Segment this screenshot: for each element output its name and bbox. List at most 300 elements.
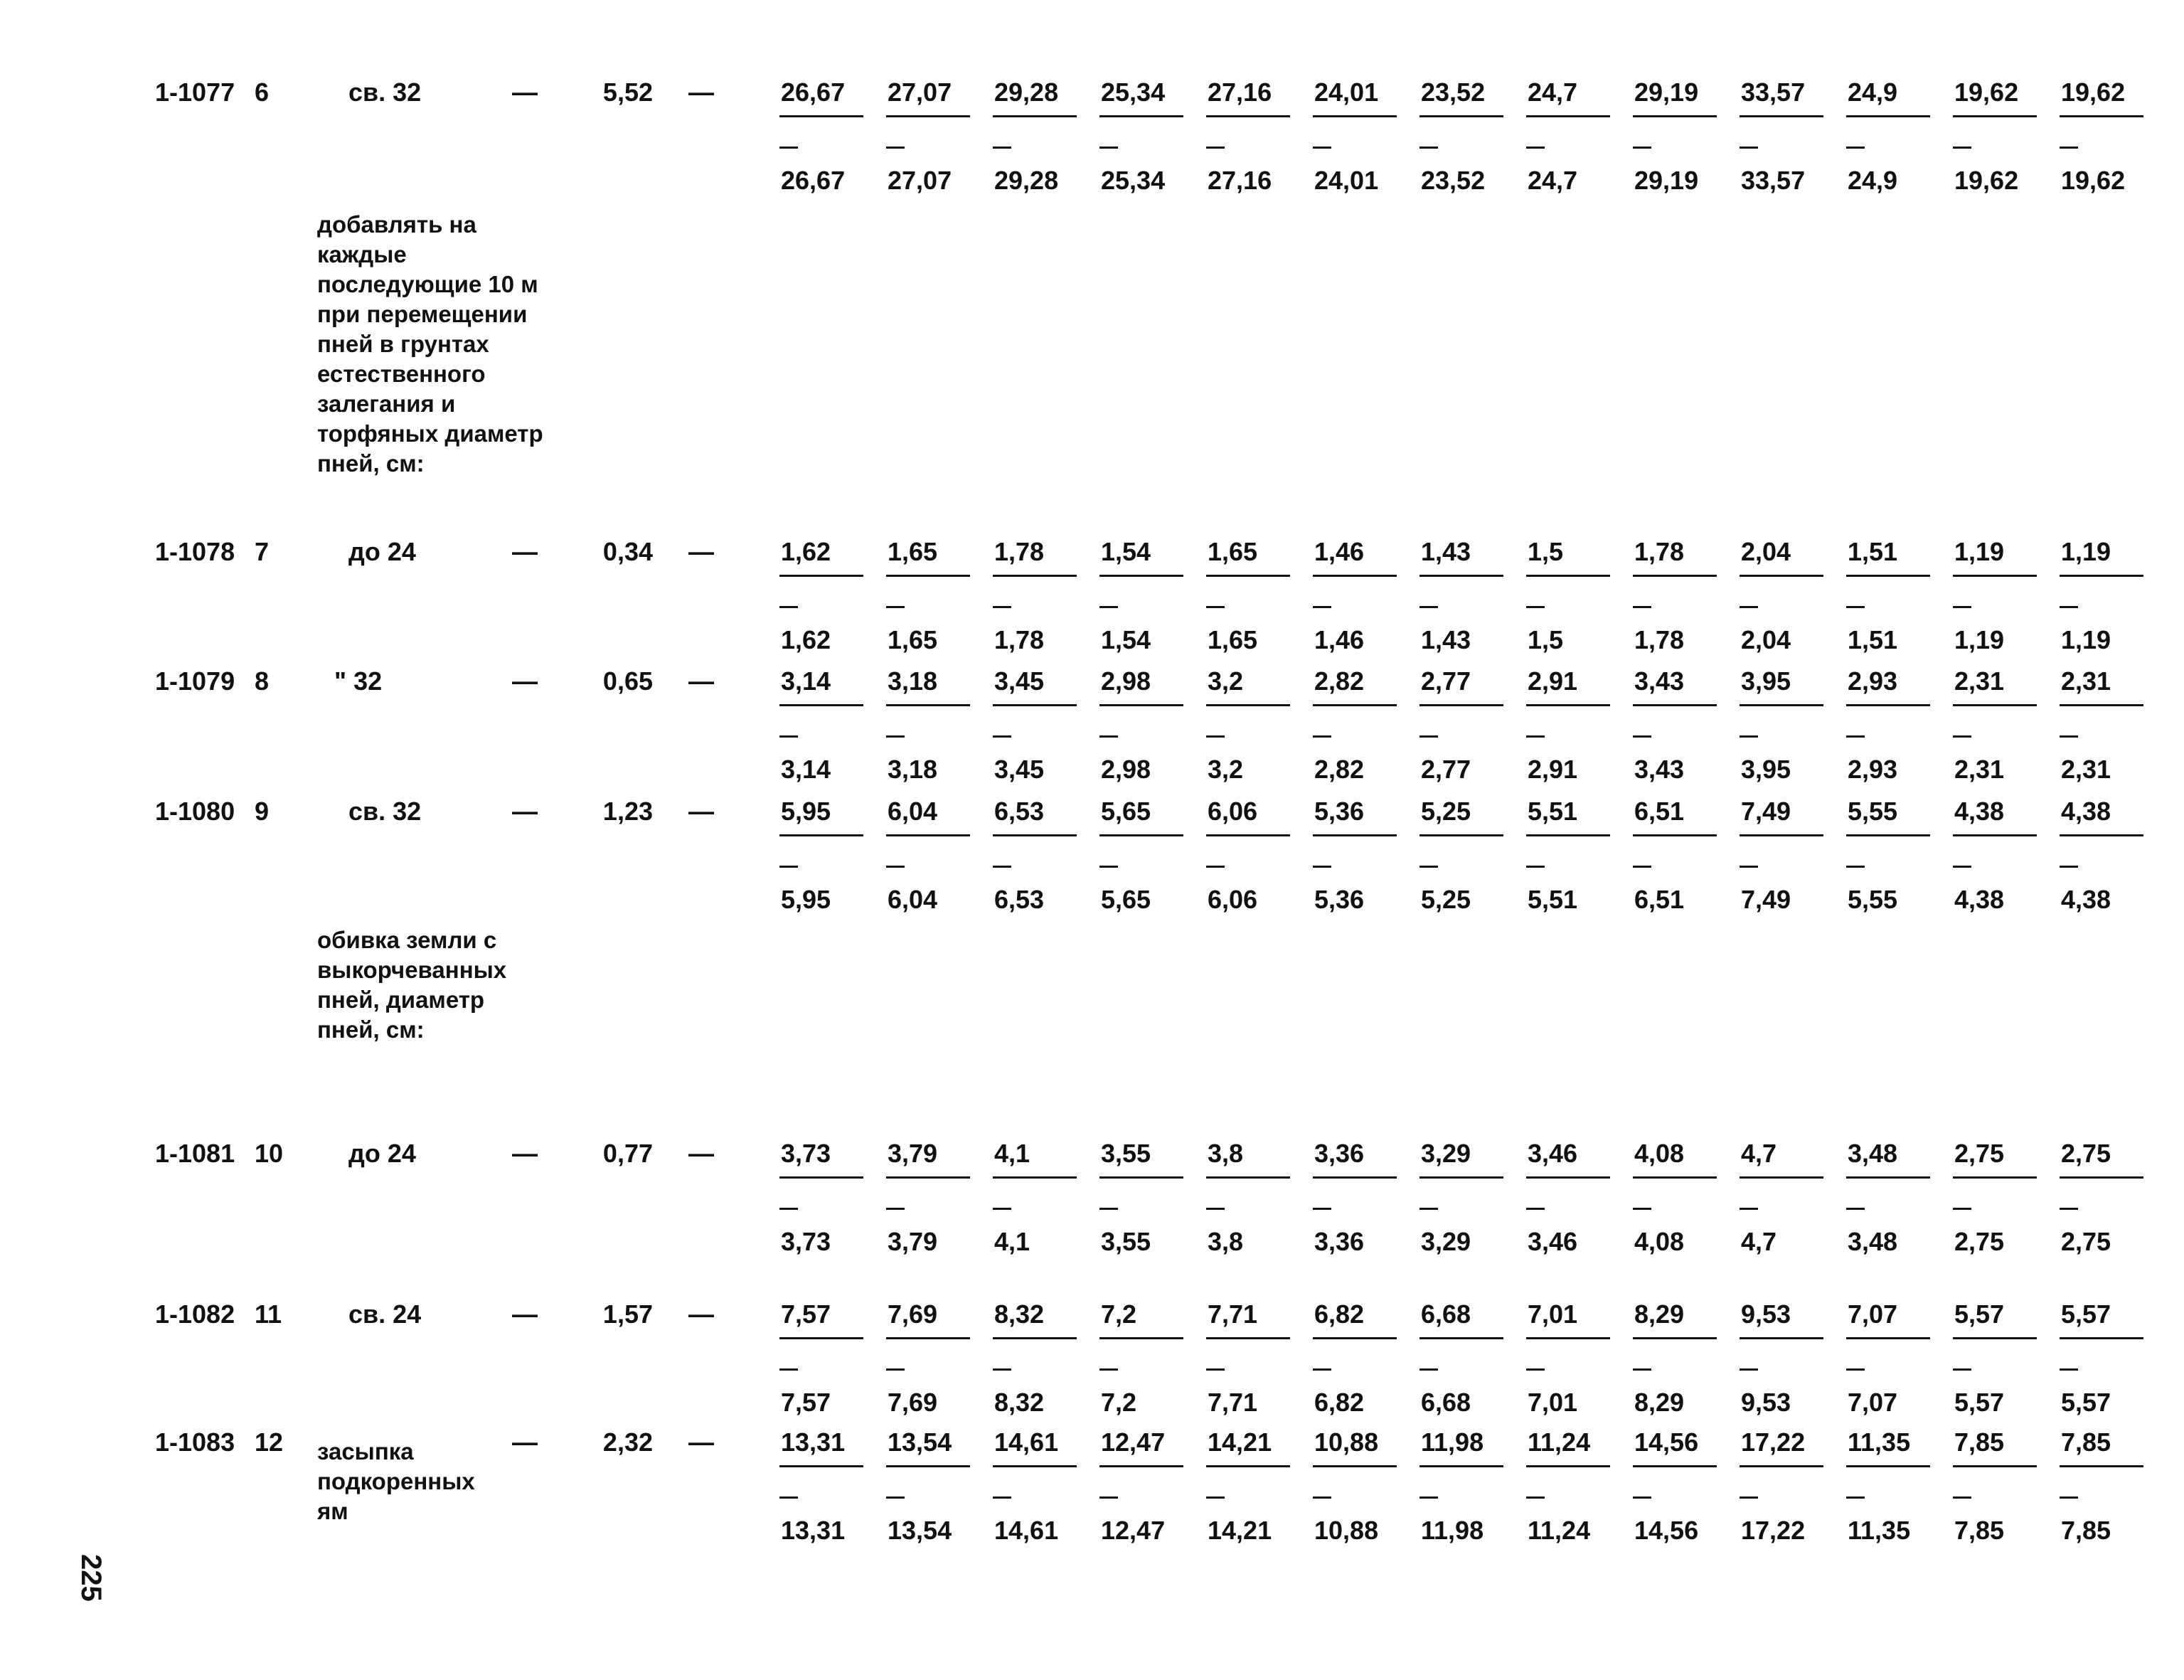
fraction-denominator: 2,75: [1954, 1227, 2005, 1256]
fraction-denominator: 3,79: [888, 1227, 938, 1256]
fraction-numerator: 1,51: [1848, 537, 1898, 566]
fraction-bar: [1419, 1465, 1503, 1467]
row-name: св. 32: [348, 797, 422, 826]
fraction-dash: [2060, 1368, 2078, 1371]
fraction-dash: [1419, 1208, 1438, 1210]
fraction-numerator: 8,29: [1634, 1299, 1685, 1329]
fraction-dash: [1313, 147, 1331, 149]
fraction-bar: [886, 1176, 970, 1179]
fraction-denominator: 26,67: [781, 166, 846, 195]
fraction-numerator: 7,2: [1101, 1299, 1137, 1329]
fraction-denominator: 3,46: [1528, 1227, 1578, 1256]
fraction-numerator: 1,62: [781, 537, 831, 566]
fraction-bar: [1526, 575, 1610, 577]
fraction-denominator: 3,43: [1634, 755, 1685, 784]
fraction-numerator: 3,18: [888, 666, 938, 696]
fraction-bar: [1206, 1176, 1290, 1179]
fraction-bar: [1740, 115, 1823, 117]
fraction-bar: [1419, 575, 1503, 577]
fraction-bar: [2060, 115, 2143, 117]
fraction-numerator: 24,7: [1528, 78, 1578, 107]
fraction-bar: [1313, 575, 1397, 577]
fraction-denominator: 14,61: [994, 1516, 1059, 1545]
fraction-denominator: 1,65: [888, 625, 938, 654]
fraction-dash: [1099, 735, 1118, 738]
fraction-numerator: 5,65: [1101, 797, 1151, 826]
fraction-dash: [886, 147, 905, 149]
fraction-numerator: 7,49: [1741, 797, 1791, 826]
fraction-denominator: 27,16: [1208, 166, 1272, 195]
fraction-bar: [1953, 704, 2037, 706]
row-norm: 1,23: [602, 797, 653, 826]
fraction-dash: [1099, 1368, 1118, 1371]
row-dash: —: [688, 797, 714, 826]
fraction-numerator: 2,77: [1421, 666, 1471, 696]
fraction-dash: [779, 1496, 798, 1499]
fraction-dash: [1419, 606, 1438, 608]
fraction-numerator: 4,1: [994, 1139, 1030, 1168]
fraction-dash: [1526, 1496, 1545, 1499]
fraction-denominator: 7,2: [1101, 1388, 1137, 1417]
fraction-numerator: 3,36: [1314, 1139, 1365, 1168]
fraction-bar: [779, 1337, 863, 1339]
fraction-dash: [1740, 147, 1758, 149]
fraction-bar: [779, 1465, 863, 1467]
fraction-bar: [1313, 834, 1397, 836]
fraction-dash: [1953, 735, 1971, 738]
fraction-bar: [1206, 115, 1290, 117]
fraction-dash: [993, 1496, 1011, 1499]
fraction-bar: [1846, 834, 1930, 836]
fraction-numerator: 6,04: [888, 797, 938, 826]
fraction-dash: [1526, 606, 1545, 608]
fraction-denominator: 8,32: [994, 1388, 1045, 1417]
row-code: 1-1081: [155, 1139, 235, 1168]
fraction-numerator: 3,95: [1741, 666, 1791, 696]
fraction-denominator: 8,29: [1634, 1388, 1685, 1417]
fraction-denominator: 5,51: [1528, 885, 1578, 914]
fraction-denominator: 29,28: [994, 166, 1059, 195]
fraction-denominator: 11,24: [1528, 1516, 1591, 1545]
fraction-numerator: 2,82: [1314, 666, 1365, 696]
fraction-denominator: 6,53: [994, 885, 1045, 914]
fraction-bar: [1313, 115, 1397, 117]
fraction-numerator: 5,25: [1421, 797, 1471, 826]
fraction-bar: [1633, 115, 1717, 117]
fraction-denominator: 1,46: [1314, 625, 1365, 654]
row-name: до 24: [348, 1139, 416, 1168]
fraction-numerator: 7,85: [2061, 1428, 2111, 1457]
fraction-bar: [1953, 1337, 2037, 1339]
fraction-numerator: 2,93: [1848, 666, 1898, 696]
fraction-denominator: 5,57: [1954, 1388, 2005, 1417]
fraction-denominator: 1,78: [994, 625, 1045, 654]
row-dash: —: [512, 1139, 538, 1168]
fraction-numerator: 1,43: [1421, 537, 1471, 566]
row-dash: —: [512, 1428, 538, 1457]
fraction-denominator: 3,14: [781, 755, 831, 784]
fraction-denominator: 11,35: [1848, 1516, 1911, 1545]
fraction-bar: [1846, 1176, 1930, 1179]
fraction-bar: [1526, 834, 1610, 836]
fraction-bar: [1846, 704, 1930, 706]
fraction-dash: [1846, 147, 1865, 149]
fraction-dash: [1633, 1368, 1651, 1371]
fraction-numerator: 3,73: [781, 1139, 831, 1168]
fraction-dash: [1740, 735, 1758, 738]
fraction-denominator: 23,52: [1421, 166, 1486, 195]
fraction-numerator: 2,31: [1954, 666, 2005, 696]
fraction-dash: [886, 1368, 905, 1371]
fraction-dash: [1526, 735, 1545, 738]
fraction-denominator: 12,47: [1101, 1516, 1166, 1545]
fraction-denominator: 3,95: [1741, 755, 1791, 784]
fraction-numerator: 1,78: [1634, 537, 1685, 566]
fraction-denominator: 3,45: [994, 755, 1045, 784]
fraction-bar: [1206, 575, 1290, 577]
fraction-bar: [1740, 1337, 1823, 1339]
fraction-denominator: 3,73: [781, 1227, 831, 1256]
row-number: 6: [255, 78, 270, 107]
fraction-bar: [993, 115, 1077, 117]
fraction-dash: [1846, 866, 1865, 868]
fraction-denominator: 17,22: [1741, 1516, 1806, 1545]
fraction-numerator: 2,75: [2061, 1139, 2111, 1168]
fraction-numerator: 4,08: [1634, 1139, 1685, 1168]
fraction-dash: [1206, 866, 1225, 868]
fraction-denominator: 14,21: [1208, 1516, 1272, 1545]
fraction-numerator: 7,07: [1848, 1299, 1898, 1329]
fraction-bar: [993, 1465, 1077, 1467]
fraction-numerator: 7,85: [1954, 1428, 2005, 1457]
fraction-dash: [993, 1208, 1011, 1210]
fraction-numerator: 4,7: [1741, 1139, 1777, 1168]
fraction-denominator: 6,51: [1634, 885, 1685, 914]
fraction-numerator: 6,51: [1634, 797, 1685, 826]
fraction-denominator: 2,75: [2061, 1227, 2111, 1256]
fraction-dash: [1953, 866, 1971, 868]
fraction-bar: [1846, 1465, 1930, 1467]
fraction-dash: [779, 147, 798, 149]
row-dash: —: [512, 78, 538, 107]
fraction-denominator: 24,9: [1848, 166, 1898, 195]
fraction-dash: [779, 735, 798, 738]
fraction-bar: [1526, 1176, 1610, 1179]
fraction-bar: [1953, 115, 2037, 117]
fraction-bar: [886, 834, 970, 836]
row-number: 8: [255, 666, 270, 696]
fraction-bar: [886, 1337, 970, 1339]
fraction-dash: [1953, 606, 1971, 608]
fraction-bar: [1633, 1337, 1717, 1339]
fraction-dash: [1419, 866, 1438, 868]
fraction-bar: [1846, 1337, 1930, 1339]
fraction-dash: [1740, 1496, 1758, 1499]
fraction-denominator: 6,04: [888, 885, 938, 914]
fraction-bar: [1740, 575, 1823, 577]
fraction-numerator: 1,19: [1954, 537, 2005, 566]
fraction-denominator: 6,06: [1208, 885, 1258, 914]
fraction-bar: [1313, 1465, 1397, 1467]
fraction-numerator: 12,47: [1101, 1428, 1166, 1457]
fraction-denominator: 4,08: [1634, 1227, 1685, 1256]
fraction-dash: [1099, 1208, 1118, 1210]
fraction-bar: [1633, 575, 1717, 577]
fraction-numerator: 24,01: [1314, 78, 1379, 107]
fraction-numerator: 1,54: [1101, 537, 1151, 566]
fraction-numerator: 24,9: [1848, 78, 1898, 107]
row-norm: 2,32: [602, 1428, 653, 1457]
fraction-numerator: 2,98: [1101, 666, 1151, 696]
fraction-denominator: 6,82: [1314, 1388, 1365, 1417]
fraction-denominator: 1,43: [1421, 625, 1471, 654]
fraction-bar: [2060, 575, 2143, 577]
fraction-numerator: 7,71: [1208, 1299, 1258, 1329]
row-dash: —: [688, 78, 714, 107]
fraction-dash: [779, 606, 798, 608]
fraction-dash: [1526, 1208, 1545, 1210]
fraction-numerator: 1,46: [1314, 537, 1365, 566]
row-name: засыпка подкоренных ям: [317, 1438, 475, 1524]
fraction-denominator: 1,62: [781, 625, 831, 654]
fraction-bar: [1953, 1176, 2037, 1179]
fraction-denominator: 5,57: [2061, 1388, 2111, 1417]
fraction-denominator: 4,7: [1741, 1227, 1777, 1256]
fraction-bar: [993, 834, 1077, 836]
fraction-dash: [779, 866, 798, 868]
fraction-dash: [1206, 1208, 1225, 1210]
fraction-numerator: 1,78: [994, 537, 1045, 566]
fraction-numerator: 25,34: [1101, 78, 1166, 107]
fraction-dash: [886, 1496, 905, 1499]
fraction-bar: [1099, 575, 1183, 577]
fraction-bar: [779, 704, 863, 706]
row-norm: 0,77: [602, 1139, 653, 1168]
fraction-bar: [1740, 834, 1823, 836]
row-code: 1-1077: [155, 78, 235, 107]
fraction-bar: [1313, 704, 1397, 706]
fraction-dash: [1633, 1208, 1651, 1210]
fraction-bar: [1099, 1465, 1183, 1467]
fraction-numerator: 29,19: [1634, 78, 1699, 107]
fraction-denominator: 4,1: [994, 1227, 1030, 1256]
fraction-dash: [1953, 1208, 1971, 1210]
fraction-bar: [1099, 115, 1183, 117]
fraction-numerator: 19,62: [2061, 78, 2126, 107]
fraction-denominator: 4,38: [1954, 885, 2005, 914]
row-code: 1-1083: [155, 1428, 235, 1457]
fraction-denominator: 2,31: [1954, 755, 2005, 784]
fraction-denominator: 10,88: [1314, 1516, 1379, 1545]
fraction-denominator: 2,31: [2061, 755, 2111, 784]
fraction-bar: [2060, 1465, 2143, 1467]
fraction-denominator: 7,49: [1741, 885, 1791, 914]
fraction-bar: [1953, 575, 2037, 577]
fraction-bar: [1206, 1465, 1290, 1467]
row-dash: —: [688, 666, 714, 696]
fraction-denominator: 7,85: [2061, 1516, 2111, 1545]
fraction-dash: [1846, 1208, 1865, 1210]
fraction-bar: [1633, 1176, 1717, 1179]
row-norm: 0,65: [602, 666, 653, 696]
fraction-numerator: 13,31: [781, 1428, 846, 1457]
fraction-numerator: 3,45: [994, 666, 1045, 696]
fraction-denominator: 3,18: [888, 755, 938, 784]
fraction-numerator: 19,62: [1954, 78, 2019, 107]
fraction-dash: [1846, 606, 1865, 608]
fraction-denominator: 7,85: [1954, 1516, 2005, 1545]
fraction-dash: [1313, 606, 1331, 608]
fraction-bar: [993, 704, 1077, 706]
fraction-bar: [886, 704, 970, 706]
fraction-dash: [886, 735, 905, 738]
fraction-dash: [993, 866, 1011, 868]
row-code: 1-1082: [155, 1299, 235, 1329]
fraction-bar: [1099, 834, 1183, 836]
row-dash: —: [688, 1139, 714, 1168]
fraction-numerator: 2,04: [1741, 537, 1791, 566]
fraction-numerator: 1,65: [888, 537, 938, 566]
fraction-dash: [1206, 735, 1225, 738]
fraction-bar: [1419, 704, 1503, 706]
fraction-denominator: 1,65: [1208, 625, 1258, 654]
fraction-numerator: 6,82: [1314, 1299, 1365, 1329]
fraction-numerator: 5,95: [781, 797, 831, 826]
fraction-bar: [1953, 834, 2037, 836]
fraction-denominator: 5,55: [1848, 885, 1898, 914]
fraction-numerator: 14,61: [994, 1428, 1059, 1457]
fraction-dash: [993, 147, 1011, 149]
fraction-dash: [1313, 1208, 1331, 1210]
fraction-denominator: 19,62: [1954, 166, 2019, 195]
fraction-dash: [1099, 606, 1118, 608]
fraction-dash: [1633, 735, 1651, 738]
fraction-dash: [1740, 606, 1758, 608]
fraction-dash: [1633, 606, 1651, 608]
fraction-bar: [1526, 704, 1610, 706]
fraction-dash: [993, 1368, 1011, 1371]
fraction-numerator: 11,98: [1421, 1428, 1484, 1457]
fraction-bar: [1313, 1337, 1397, 1339]
fraction-numerator: 1,5: [1528, 537, 1564, 566]
fraction-numerator: 1,19: [2061, 537, 2111, 566]
fraction-denominator: 3,2: [1208, 755, 1244, 784]
fraction-denominator: 4,38: [2061, 885, 2111, 914]
fraction-numerator: 3,55: [1101, 1139, 1151, 1168]
fraction-bar: [1633, 834, 1717, 836]
fraction-dash: [2060, 1208, 2078, 1210]
row-code: 1-1078: [155, 537, 235, 566]
fraction-numerator: 14,21: [1208, 1428, 1272, 1457]
fraction-bar: [1740, 1465, 1823, 1467]
fraction-bar: [1206, 704, 1290, 706]
fraction-dash: [1633, 1496, 1651, 1499]
fraction-dash: [1313, 1496, 1331, 1499]
fraction-bar: [779, 115, 863, 117]
fraction-numerator: 4,38: [2061, 797, 2111, 826]
fraction-dash: [1633, 866, 1651, 868]
fraction-dash: [1740, 1368, 1758, 1371]
fraction-bar: [1526, 1337, 1610, 1339]
fraction-dash: [2060, 866, 2078, 868]
fraction-denominator: 3,36: [1314, 1227, 1365, 1256]
fraction-dash: [1740, 1208, 1758, 1210]
row-code: 1-1080: [155, 797, 235, 826]
fraction-numerator: 7,57: [781, 1299, 831, 1329]
fraction-denominator: 3,55: [1101, 1227, 1151, 1256]
fraction-dash: [1953, 1368, 1971, 1371]
fraction-dash: [886, 866, 905, 868]
fraction-denominator: 5,25: [1421, 885, 1471, 914]
fraction-denominator: 7,07: [1848, 1388, 1898, 1417]
section-description: добавлять на каждые последующие 10 м при перемещении пней в грунтах естественного залегания и торфяных диаметр пней, см:: [317, 211, 543, 477]
fraction-numerator: 13,54: [888, 1428, 952, 1457]
row-dash: —: [512, 537, 538, 566]
fraction-bar: [1419, 1176, 1503, 1179]
fraction-denominator: 33,57: [1741, 166, 1806, 195]
fraction-denominator: 5,65: [1101, 885, 1151, 914]
row-number: 12: [255, 1428, 284, 1457]
fraction-bar: [1419, 834, 1503, 836]
fraction-denominator: 11,98: [1421, 1516, 1484, 1545]
fraction-bar: [2060, 704, 2143, 706]
fraction-bar: [1740, 1176, 1823, 1179]
fraction-numerator: 3,14: [781, 666, 831, 696]
fraction-numerator: 5,57: [2061, 1299, 2111, 1329]
fraction-bar: [1526, 115, 1610, 117]
fraction-dash: [886, 606, 905, 608]
row-dash: —: [688, 1428, 714, 1457]
fraction-denominator: 2,77: [1421, 755, 1471, 784]
row-dash: —: [512, 666, 538, 696]
fraction-denominator: 1,78: [1634, 625, 1685, 654]
fraction-numerator: 3,43: [1634, 666, 1685, 696]
fraction-numerator: 6,53: [994, 797, 1045, 826]
fraction-dash: [1099, 147, 1118, 149]
fraction-dash: [1206, 606, 1225, 608]
fraction-denominator: 1,19: [2061, 625, 2111, 654]
fraction-numerator: 11,35: [1848, 1428, 1911, 1457]
fraction-dash: [993, 735, 1011, 738]
fraction-denominator: 19,62: [2061, 166, 2126, 195]
fraction-denominator: 7,69: [888, 1388, 938, 1417]
fraction-bar: [993, 575, 1077, 577]
fraction-bar: [1206, 834, 1290, 836]
fraction-denominator: 2,98: [1101, 755, 1151, 784]
fraction-denominator: 2,93: [1848, 755, 1898, 784]
row-norm: 5,52: [602, 78, 653, 107]
fraction-numerator: 14,56: [1634, 1428, 1699, 1457]
fraction-bar: [1099, 1337, 1183, 1339]
fraction-numerator: 5,57: [1954, 1299, 2005, 1329]
fraction-dash: [2060, 735, 2078, 738]
fraction-dash: [1953, 147, 1971, 149]
row-dash: —: [512, 797, 538, 826]
fraction-bar: [1953, 1465, 2037, 1467]
fraction-bar: [1419, 1337, 1503, 1339]
row-number: 11: [255, 1299, 282, 1329]
fraction-numerator: 27,07: [888, 78, 952, 107]
fraction-numerator: 2,91: [1528, 666, 1578, 696]
fraction-bar: [779, 1176, 863, 1179]
row-code: 1-1079: [155, 666, 235, 696]
row-number: 9: [255, 797, 270, 826]
fraction-dash: [1846, 1496, 1865, 1499]
fraction-bar: [1846, 115, 1930, 117]
row-name: св. 24: [348, 1299, 422, 1329]
fraction-numerator: 3,48: [1848, 1139, 1898, 1168]
fraction-denominator: 1,51: [1848, 625, 1898, 654]
